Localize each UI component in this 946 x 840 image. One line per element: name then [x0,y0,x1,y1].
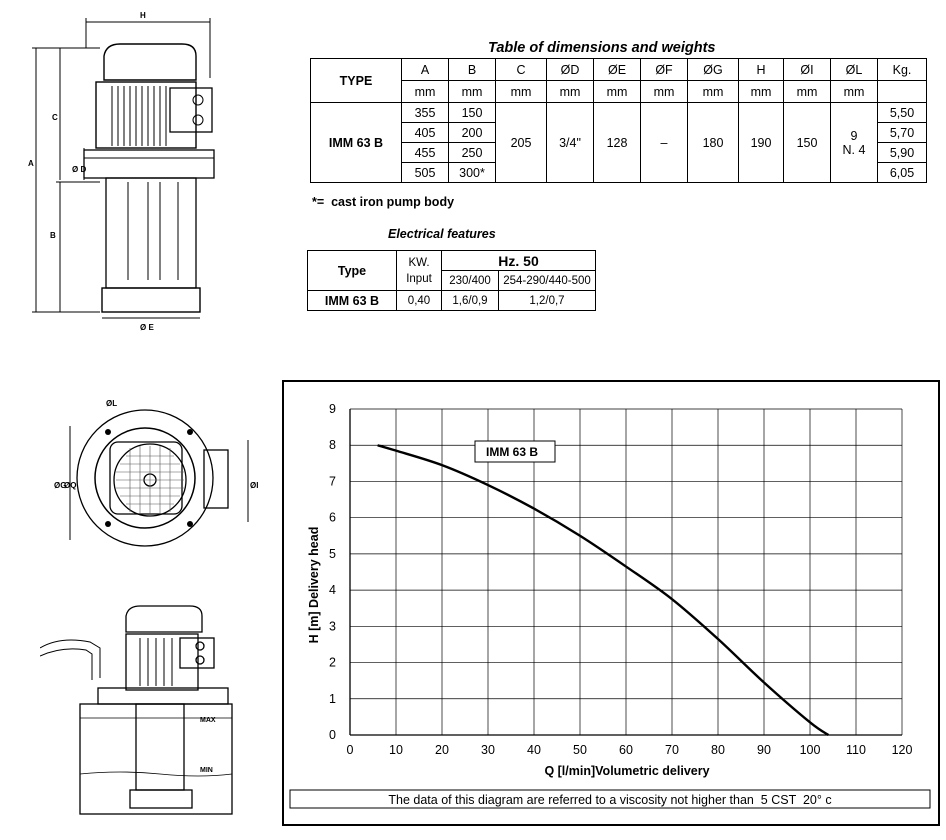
x-tick-label: 100 [799,743,821,757]
kg-value: 5,50 [878,103,927,123]
x-tick-label: 20 [435,743,449,757]
a-value: 405 [402,123,449,143]
kg-value: 6,05 [878,163,927,183]
kg-value: 5,90 [878,143,927,163]
d-value: 3/4" [547,103,594,183]
header-a: A [402,59,449,81]
header-d: ØD [547,59,594,81]
y-tick-label: 8 [329,438,336,453]
g-value: 180 [688,103,739,183]
b-value: 150 [449,103,496,123]
b-value: 250 [449,143,496,163]
a-value: 505 [402,163,449,183]
label-e: Ø E [140,323,154,332]
c-value: 205 [496,103,547,183]
kw-label-2: Input [406,272,432,285]
header-g: ØG [688,59,739,81]
y-tick-label: 1 [329,691,336,706]
x-tick-label: 110 [846,743,866,757]
x-axis-label: Q [l/min]Volumetric delivery [544,764,710,778]
y-tick-label: 4 [329,583,336,598]
x-tick-label: 10 [389,743,403,757]
label-h: H [140,11,146,20]
y-tick-label: 0 [329,728,336,742]
header-f: ØF [641,59,688,81]
a-value: 355 [402,103,449,123]
dimensions-table [310,58,927,183]
unit: mm [688,81,739,103]
header-i: ØI [784,59,831,81]
elec-row-kw: 0,40 [397,291,442,311]
h-value: 190 [739,103,784,183]
x-tick-label: 120 [891,743,913,757]
x-tick-label: 40 [527,743,541,757]
unit: mm [449,81,496,103]
elec-kw-label [397,251,442,291]
label-l: ØL [106,399,118,408]
header-c: C [496,59,547,81]
header-type: TYPE [311,59,402,103]
a-value: 455 [402,143,449,163]
elec-row-type: IMM 63 B [308,291,397,311]
elec-type-label: Type [308,251,397,291]
b-value: 300* [449,163,496,183]
elec-volt-2: 254-290/440-500 [499,271,596,291]
kw-label-1: KW. [408,256,430,269]
y-tick-label: 9 [329,402,336,416]
header-l: ØL [831,59,878,81]
i-value: 150 [784,103,831,183]
y-tick-label: 3 [329,619,336,634]
label-max: MAX [200,717,216,724]
e-value: 128 [594,103,641,183]
header-e: ØE [594,59,641,81]
x-tick-label: 60 [619,743,633,757]
pump-installed-drawing [40,598,240,828]
header-h: H [739,59,784,81]
dimensions-title: Table of dimensions and weights [488,40,716,56]
y-tick-label: 5 [329,546,336,561]
x-tick-label: 30 [481,743,495,757]
label-i: ØI [250,481,259,490]
chart-note: The data of this diagram are referred to a viscosity not higher than 5 CST 20° c [388,793,832,807]
unit: mm [739,81,784,103]
legend-label: IMM 63 B [486,445,539,459]
x-tick-label: 0 [346,743,354,757]
electrical-table [307,250,596,311]
l-value [831,103,878,183]
unit: mm [784,81,831,103]
x-tick-label: 50 [573,743,587,757]
l-note: N. 4 [842,142,866,157]
delivery-chart [282,380,940,826]
elec-row-a2: 1,2/0,7 [499,291,596,311]
label-a: A [28,159,34,168]
footnote: *= cast iron pump body [312,195,455,209]
pump-top-drawing [40,390,260,560]
unit: mm [547,81,594,103]
header-kg: Kg. [878,59,927,81]
kg-value: 5,70 [878,123,927,143]
label-q: ØQ [64,481,77,490]
pump-side-drawing [0,0,260,340]
unit: mm [641,81,688,103]
header-b: B [449,59,496,81]
unit: mm [831,81,878,103]
elec-hz-label: Hz. 50 [442,251,596,271]
label-min: MIN [200,767,213,774]
x-tick-label: 70 [665,743,679,757]
x-tick-label: 90 [757,743,771,757]
unit: mm [496,81,547,103]
f-value: – [641,103,688,183]
y-tick-label: 7 [329,474,336,489]
label-b: B [50,231,56,240]
electrical-title: Electrical features [388,227,496,241]
l-count: 9 [850,128,858,143]
b-value: 200 [449,123,496,143]
y-tick-label: 2 [329,655,336,670]
elec-row-a1: 1,6/0,9 [442,291,499,311]
y-axis-label: H [m] Delivery head [307,526,321,644]
x-tick-label: 80 [711,743,725,757]
label-c: C [52,113,58,122]
label-g: ØG [54,481,67,490]
y-tick-label: 6 [329,510,336,525]
unit: mm [594,81,641,103]
unit: mm [402,81,449,103]
label-d: Ø D [72,165,87,174]
row-type: IMM 63 B [311,103,402,183]
elec-volt-1: 230/400 [442,271,499,291]
